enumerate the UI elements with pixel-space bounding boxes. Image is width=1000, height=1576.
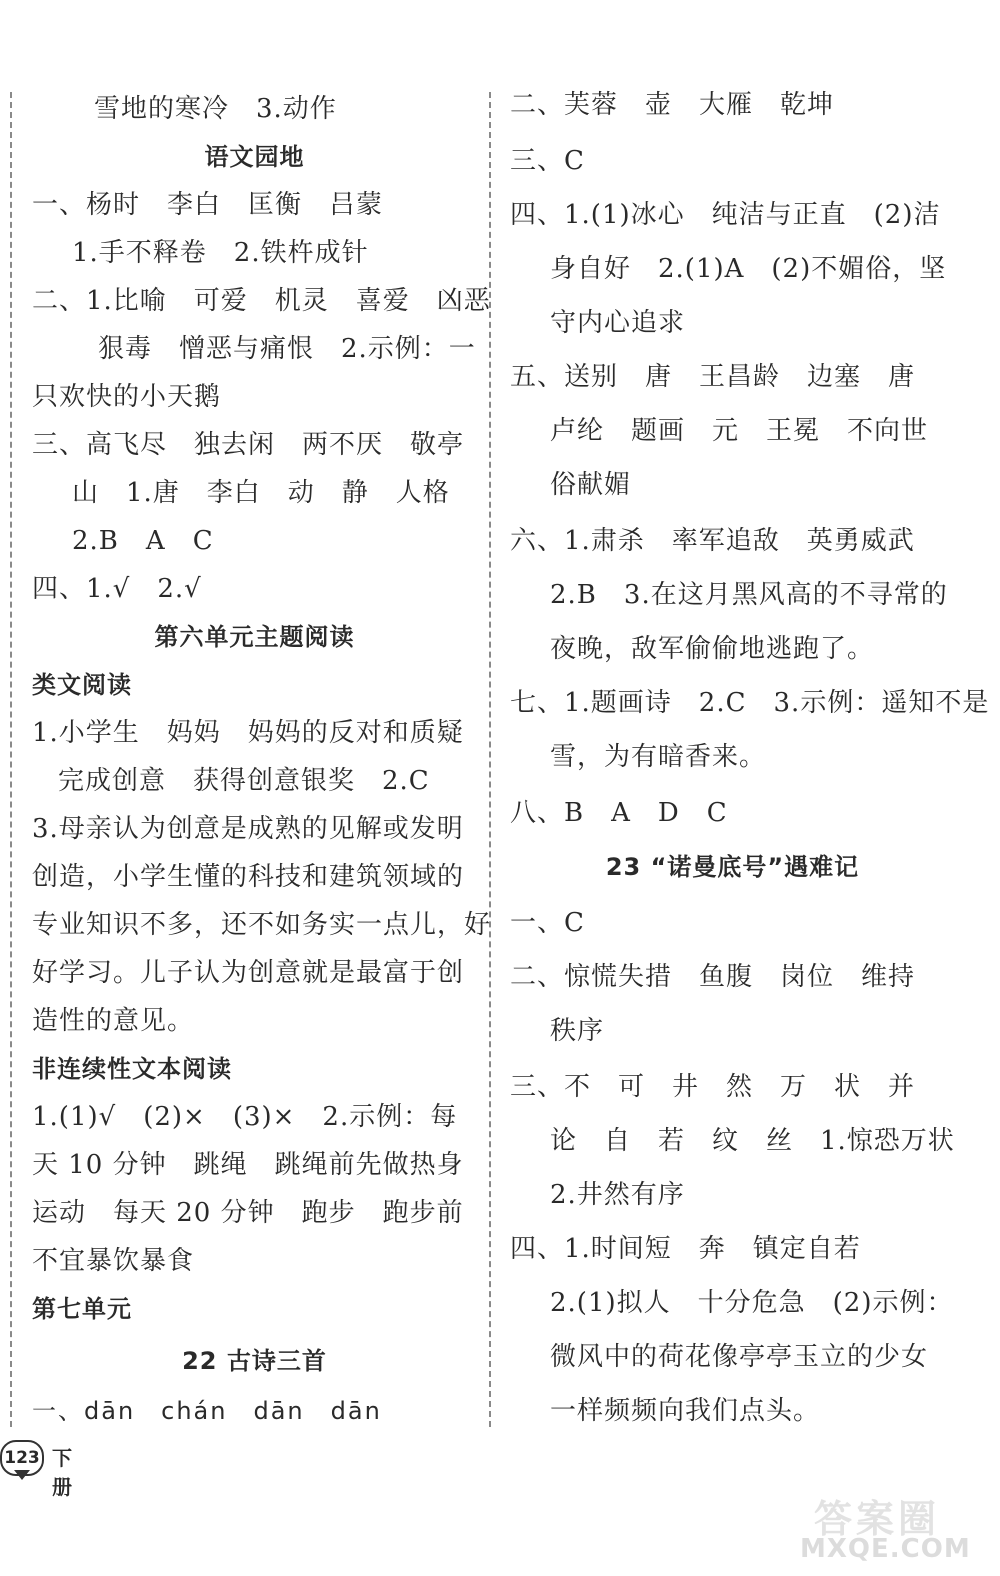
- answer-line: 身自好 2.(1)A (2)不媚俗，坚: [550, 254, 947, 284]
- answer-line: 三、不 可 井 然 万 状 并: [510, 1072, 916, 1102]
- answer-line: 二、芙蓉 壶 大雁 乾坤: [510, 90, 835, 120]
- answer-line: 四、1.(1)冰心 纯洁与正直 (2)洁: [510, 200, 941, 230]
- lesson-heading: 22 古诗三首: [182, 1347, 327, 1375]
- answer-line: 山 1.唐 李白 动 静 人格: [72, 478, 450, 508]
- answer-line: 守内心追求: [550, 308, 686, 338]
- answer-line: 五、送别 唐 王昌龄 边塞 唐: [510, 362, 916, 392]
- answer-line: 2.井然有序: [550, 1180, 685, 1210]
- answer-line: 1.(1)√ (2)× (3)× 2.示例：每: [32, 1102, 458, 1132]
- answer-line: 秩序: [550, 1016, 605, 1046]
- answer-line: 一、dān chán dān dān: [32, 1397, 382, 1425]
- volume-label: 下册: [52, 1446, 72, 1499]
- answer-line: 一、杨时 李白 匡衡 吕蒙: [32, 190, 384, 220]
- answer-line: 3.母亲认为创意是成熟的见解或发明: [32, 814, 464, 844]
- answer-line: 三、高飞尽 独去闲 两不厌 敬亭: [32, 430, 465, 460]
- answer-line: 2.B A C: [72, 526, 214, 556]
- answer-line: 微风中的荷花像亭亭玉立的少女: [550, 1342, 929, 1372]
- unit-heading: 第七单元: [32, 1295, 132, 1323]
- answer-line: 1.小学生 妈妈 妈妈的反对和质疑: [32, 718, 464, 748]
- lesson-heading: 23 “诺曼底号”遇难记: [605, 853, 860, 881]
- answer-line: 创造，小学生懂的科技和建筑领域的: [32, 862, 465, 892]
- answer-line: 夜晚，敌军偷偷地逃跑了。: [550, 634, 875, 664]
- answer-line: 2.(1)拟人 十分危急 (2)示例：: [550, 1288, 954, 1318]
- answer-line: 完成创意 获得创意银奖 2.C: [58, 766, 430, 796]
- sub-heading: 非连续性文本阅读: [32, 1055, 232, 1083]
- watermark: [800, 1488, 980, 1568]
- page-number-badge: 123: [0, 1440, 44, 1476]
- answer-line: 卢纶 题画 元 王冕 不向世: [550, 416, 929, 446]
- answer-line: 论 自 若 纹 丝 1.惊恐万状: [550, 1126, 955, 1156]
- answer-line: 专业知识不多，还不如务实一点儿，好: [32, 910, 492, 940]
- answer-line: 2.B 3.在这月黑风高的不寻常的: [550, 580, 948, 610]
- answer-line: 俗献媚: [550, 470, 632, 500]
- sub-heading: 类文阅读: [32, 671, 132, 699]
- answer-line: 天 10 分钟 跳绳 跳绳前先做热身: [32, 1150, 464, 1180]
- section-heading: 语文园地: [204, 143, 305, 171]
- answer-line: 四、1.时间短 奔 镇定自若: [510, 1234, 861, 1264]
- answer-line: 雪地的寒冷 3.动作: [94, 94, 337, 124]
- answer-line: 1.手不释卷 2.铁杵成针: [72, 238, 369, 268]
- answer-line: 三、C: [510, 146, 585, 176]
- answer-line: 只欢快的小天鹅: [32, 382, 222, 412]
- speech-bubble-tail-icon: [14, 1470, 30, 1480]
- answer-line: 运动 每天 20 分钟 跑步 跑步前: [32, 1198, 464, 1228]
- answer-line: 不宜暴饮暴食: [32, 1246, 195, 1276]
- answer-line: 雪，为有暗香来。: [550, 742, 767, 772]
- answer-line: 二、惊慌失措 鱼腹 岗位 维持: [510, 962, 916, 992]
- watermark-logo: 答案圈: [814, 1497, 941, 1541]
- left-dashed-rule: [10, 92, 12, 1427]
- answer-line: 一、C: [510, 908, 585, 938]
- answer-line: 二、1.比喻 可爱 机灵 喜爱 凶恶: [32, 286, 491, 316]
- answer-line: 四、1.√ 2.√: [32, 574, 202, 604]
- answer-line: 六、1.肃杀 率军追敌 英勇威武: [510, 526, 915, 556]
- answer-line: 好学习。儿子认为创意就是最富于创: [32, 958, 465, 988]
- section-heading: 第六单元主题阅读: [154, 623, 355, 651]
- answer-line: 七、1.题画诗 2.C 3.示例：遥知不是: [510, 688, 990, 718]
- answer-line: 狠毒 憎恶与痛恨 2.示例：一: [98, 334, 476, 364]
- watermark-url: MXQE.COM: [800, 1534, 971, 1564]
- answer-line: 一样频频向我们点头。: [550, 1396, 821, 1426]
- answer-line: 八、B A D C: [510, 798, 728, 828]
- answer-line: 造性的意见。: [32, 1006, 195, 1036]
